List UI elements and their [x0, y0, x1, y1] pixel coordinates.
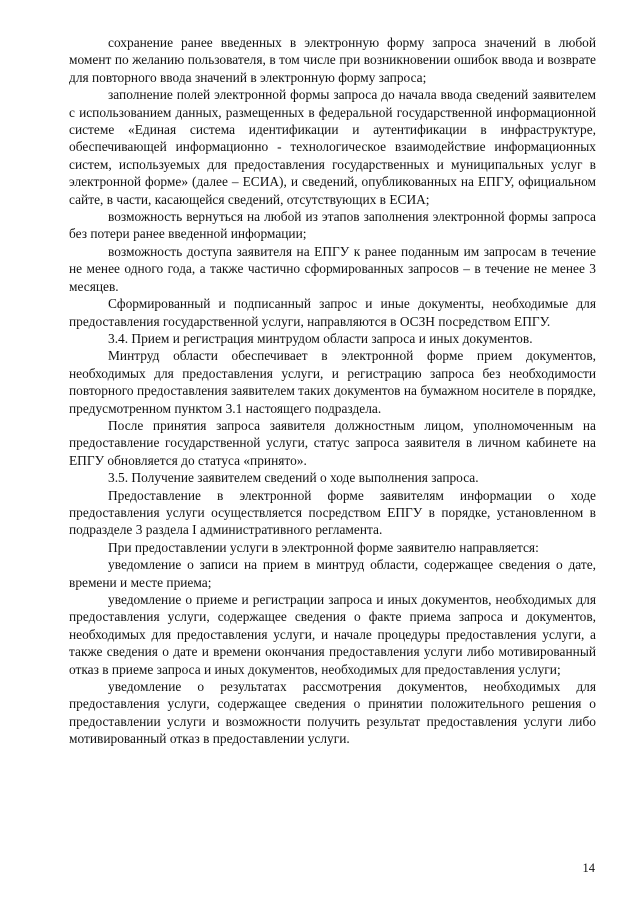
paragraph: возможность вернуться на любой из этапов заполнения электронной формы запроса без потери ранее введенной информации;: [69, 209, 596, 242]
section-heading: 3.4. Прием и регистрация минтрудом области запроса и иных документов.: [108, 330, 533, 346]
list-item: уведомление о приеме и регистрации запроса и иных документов, необходимых для предоставления услуги, содержащее сведения о факте приема запроса и документов, необходимых для предоставления услуги, и начале процедуры предоставления услуги, а также сведения о дате и времени окончания предоставления услуги либо мотивированный отказ в приеме запроса и иных документов, необходимых для предоставления услуги;: [69, 592, 596, 677]
paragraph: Минтруд области обеспечивает в электронной форме прием документов, необходимых для предоставления услуги, и регистрацию запроса без необходимости повторного предоставления заявителем таких документов на бумажном носителе в порядке, предусмотренном пунктом 3.1 настоящего подраздела.: [69, 348, 596, 416]
list-item: уведомление о результатах рассмотрения документов, необходимых для предоставления услуги, содержащее сведения о принятии положительного решения о предоставлении услуги и возможности получить результат предоставления услуги либо мотивированный отказ в предоставлении услуги.: [69, 679, 596, 747]
paragraph: При предоставлении услуги в электронной форме заявителю направляется:: [108, 539, 539, 555]
paragraph: Сформированный и подписанный запрос и иные документы, необходимые для предоставления государственной услуги, направляются в ОСЗН посредством ЕПГУ.: [69, 296, 596, 329]
document-body: [69, 34, 596, 748]
paragraph: возможность доступа заявителя на ЕПГУ к ранее поданным им запросам в течение не менее одного года, а также частично сформированных запросов – в течение не менее 3 месяцев.: [69, 243, 596, 294]
paragraph: сохранение ранее введенных в электронную форму запроса значений в любой момент по желанию пользователя, в том числе при возникновении ошибок ввода и возврате для повторного ввода значений в электронную форму запроса;: [69, 35, 596, 85]
paragraph: заполнение полей электронной формы запроса до начала ввода сведений заявителем с использованием данных, размещенных в федеральной государственной информационной системе «Единая система идентификации и аутентификации в инфраструктуре, обеспечивающей информационно - технологическое взаимодействие информационных систем, используемых для предоставления государственных и муниципальных услуг в электронной форме» (далее – ЕСИА), и сведений, опубликованных на ЕПГУ, официальном сайте, в части, касающейся сведений, отсутствующих в ЕСИА;: [69, 87, 596, 207]
list-item: уведомление о записи на прием в минтруд области, содержащее сведения о дате, времени и месте приема;: [69, 557, 596, 590]
section-heading: 3.5. Получение заявителем сведений о ходе выполнения запроса.: [108, 470, 479, 486]
paragraph: Предоставление в электронной форме заявителям информации о ходе предоставления услуги осуществляется посредством ЕПГУ в порядке, установленном в подразделе 3 раздела I административного регламента.: [69, 487, 596, 538]
page-number: 14: [582, 861, 595, 875]
paragraph: После принятия запроса заявителя должностным лицом, уполномоченным на предоставление государственной услуги, статус запроса заявителя в личном кабинете на ЕПГУ обновляется до статуса «принято».: [69, 417, 596, 468]
